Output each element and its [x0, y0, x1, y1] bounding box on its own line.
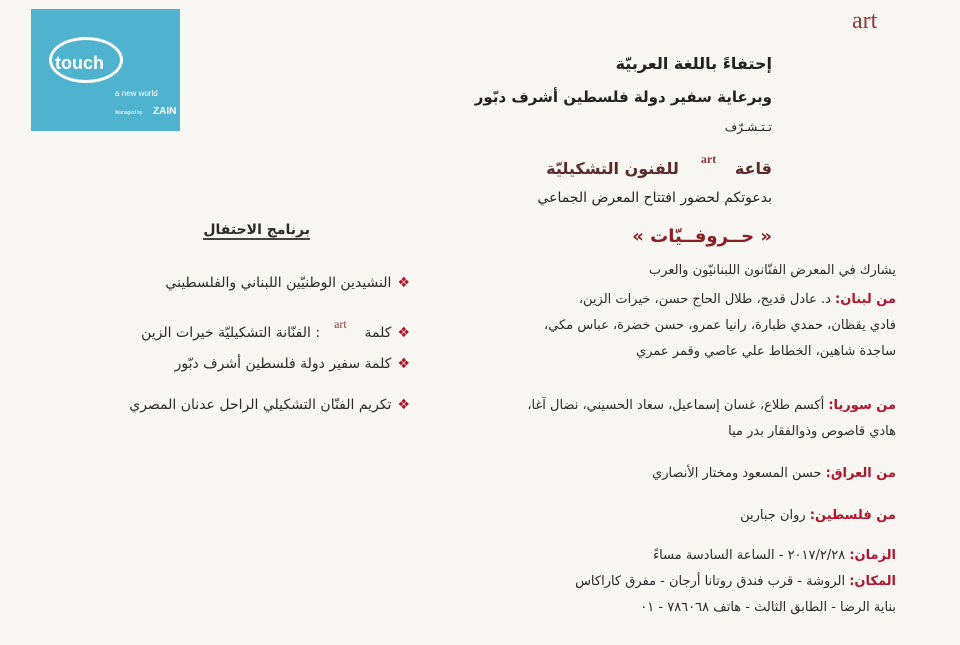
iraq-line	[496, 466, 896, 481]
syria-line-2: هادي قاصوص وذوالفقار بدر ميا	[728, 424, 896, 439]
program-item-4	[50, 397, 410, 413]
palestine-line	[496, 508, 896, 523]
lebanon-line-2: فادي يقظان، حمدي طبارة، رانيا عمرو، حسن خضرة، عباس مكي،	[544, 318, 896, 333]
hall-word: قاعة	[734, 158, 772, 178]
syria-label: من سوريا:	[828, 398, 896, 413]
program-item-3	[50, 356, 410, 372]
time-label: الزمان:	[849, 548, 896, 563]
mini-art-logo	[320, 317, 360, 349]
place-line-1	[496, 574, 896, 589]
lebanon-names-1: د. عادل قديح، طلال الحاج حسن، خيرات الزين،	[578, 292, 836, 307]
palestine-names: روان جبارين	[740, 508, 810, 523]
bullet-icon: ❖	[397, 275, 410, 291]
mini-art-word: art	[700, 152, 717, 166]
bullet-icon: ❖	[397, 397, 410, 413]
program-item-1	[50, 275, 410, 291]
program-title: برنامج الاحتفال	[203, 222, 310, 238]
art-logo-word: art	[852, 8, 878, 34]
lebanon-line-1	[496, 292, 896, 307]
bullet-icon: ❖	[397, 356, 410, 372]
place-label: المكان:	[849, 574, 896, 589]
syria-line-1	[496, 398, 896, 413]
program-item-2	[50, 317, 410, 349]
exhibition-title: « حــروفــيّات »	[632, 226, 772, 247]
zain-brand: ZAIN	[153, 106, 177, 117]
mini-art-word: art	[334, 317, 347, 331]
iraq-label: من العراق:	[825, 466, 896, 481]
place-line-2: بناية الرضا - الطابق الثالث - هاتف ٧٨٦٠٦٨ - ٠١	[640, 600, 896, 615]
syria-names-1: أكسم طلاع، غسان إسماعيل، سعاد الحسيني، نضال آغا،	[527, 398, 829, 413]
place-value: الروشة - قرب فندق روتانا أرجان - مفرق كاراكاس	[575, 574, 850, 589]
touch-logo	[31, 9, 180, 131]
program-item-2-text: : الفنّانة التشكيليّة خيرات الزين	[141, 325, 321, 341]
touch-tagline: a new world	[115, 89, 158, 98]
mini-art-logo	[687, 152, 727, 184]
fine-arts-word: للفنون التشكيليّة	[546, 158, 679, 178]
participants-intro: يشارك في المعرض الفنّانون اللبنانيّون والعرب	[648, 263, 896, 278]
time-line	[496, 548, 896, 563]
lebanon-label: من لبنان:	[835, 292, 896, 307]
palestine-label: من فلسطين:	[809, 508, 896, 523]
header-line-5: بدعوتكم لحضور افتتاح المعرض الجماعي	[537, 190, 772, 206]
iraq-names: حسن المسعود ومختار الأنصاري	[652, 466, 826, 481]
art-logo	[826, 6, 906, 86]
touch-word: touch	[55, 53, 104, 73]
program-item-4-text: تكريم الفنّان التشكيلي الراحل عدنان المصري	[129, 397, 392, 413]
header-line-1: إحتفاءً باللغة العربيّة	[615, 54, 772, 73]
program-item-1-text: النشيدين الوطنيّين اللبناني والفلسطيني	[165, 275, 392, 291]
bullet-icon: ❖	[397, 325, 410, 341]
program-item-3-text: كلمة سفير دولة فلسطين أشرف دبّور	[174, 356, 392, 372]
lebanon-line-3: ساجدة شاهين، الخطاط علي عاصي وقمر عمري	[636, 344, 896, 359]
header-line-4	[352, 152, 772, 184]
program-item-2-word: كلمة	[364, 325, 392, 341]
header-line-3: تـتـشـرّف	[724, 120, 772, 134]
touch-managed-by: Managed by	[115, 110, 143, 116]
header-line-2: وبرعاية سفير دولة فلسطين أشرف دبّور	[474, 88, 772, 106]
time-value: ٢٠١٧/٢/٢٨ - الساعة السادسة مساءً	[653, 548, 850, 563]
